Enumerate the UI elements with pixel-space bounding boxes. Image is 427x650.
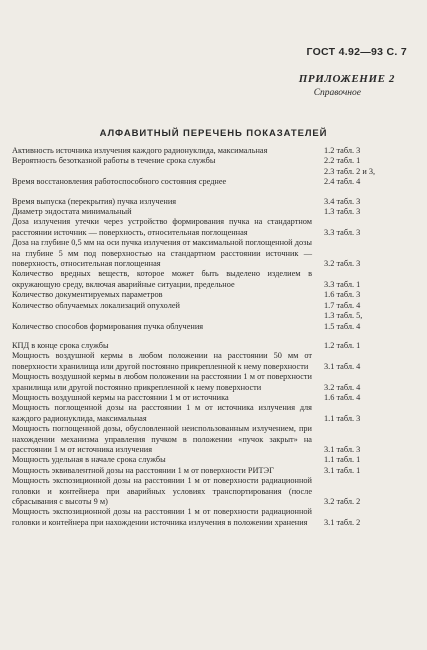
appendix-status: Справочное — [313, 88, 361, 98]
entry-reference: 3.1 табл. 4 — [324, 361, 361, 371]
list-item — [12, 146, 420, 156]
list-item — [12, 476, 420, 507]
entry-reference: 1.1 табл. 3 — [324, 413, 361, 423]
entry-text: Мощность экспозиционной дозы на расстоянии 1 м от поверхности радиационной головки и контейнера при аварийных условиях транспортирования (после сбрасывания с высоты 9 м) — [12, 476, 312, 506]
list-item — [12, 466, 420, 476]
entry-reference: 3.4 табл. 3 — [324, 196, 361, 206]
list-item — [12, 455, 420, 465]
list-item — [12, 403, 420, 424]
entry-text: Мощность воздушной кермы в любом положении на расстоянии 50 мм от поверхности хранилища или другой постоянно прикрепленной к нему поверхности — [12, 351, 312, 371]
entry-text: Количество способов формирования пучка облучения — [12, 321, 204, 331]
list-item — [12, 372, 420, 393]
entry-reference: 3.2 табл. 3 — [324, 259, 361, 269]
entry-reference: 1.2 табл. 3 — [324, 146, 361, 155]
entry-reference: 3.1 табл. 2 — [324, 517, 361, 527]
list-item — [12, 156, 420, 166]
entry-reference: 3.1 табл. 1 — [324, 465, 361, 475]
entry-reference: 1.3 табл. 3 — [324, 207, 361, 217]
entry-text: Количество документируемых параметров — [12, 290, 163, 300]
entry-text: Диаметр эндостата минимальный — [12, 207, 132, 217]
entry-reference: 1.6 табл. 3 — [324, 290, 361, 300]
entry-reference: 3.3 табл. 1 — [324, 279, 361, 289]
entry-text: Количество вредных веществ, которое может быть выделено изделием в окружающую среду, включая аварийные ситуации, предельное — [12, 269, 312, 289]
entry-text: КПД в конце срока службы — [12, 340, 109, 350]
entry-text: Активность источника излучения каждого радионуклида, максимальная — [12, 146, 268, 155]
list-item — [12, 290, 420, 300]
entry-reference: 2.2 табл. 1 — [324, 156, 361, 166]
list-item — [12, 393, 420, 403]
entry-text: Вероятность безотказной работы в течение срока службы — [12, 156, 216, 166]
entry-reference: 1.3 табл. 5, 1.5 табл. 4 — [324, 311, 363, 331]
entry-reference: 3.2 табл. 4 — [324, 382, 361, 392]
entry-text: Количество облучаемых локализаций опухолей — [12, 300, 180, 310]
entry-reference: 1.6 табл. 4 — [324, 392, 361, 402]
document-number: ГОСТ 4.92—93 С. 7 — [306, 46, 407, 58]
entry-text: Время выпуска (перекрытия) пучка излучения — [12, 196, 177, 206]
list-item — [12, 424, 420, 455]
entry-reference: 1.1 табл. 1 — [324, 455, 361, 465]
page-title: АЛФАВИТНЫЙ ПЕРЕЧЕНЬ ПОКАЗАТЕЛЕЙ — [99, 128, 328, 139]
list-item — [12, 351, 420, 372]
index-list — [12, 146, 420, 528]
spacer — [12, 188, 420, 197]
entry-text: Мощность эквивалентной дозы на расстоянии 1 м от поверхности РИТЭГ — [12, 465, 274, 475]
list-item — [12, 217, 420, 238]
spacer — [12, 332, 420, 341]
list-item — [12, 269, 420, 290]
entry-reference: 3.3 табл. 3 — [324, 227, 361, 237]
entry-text: Время восстановления работоспособного состояния среднее — [12, 177, 227, 187]
entry-text: Мощность поглощенной дозы на расстоянии 1 м от источника излучения для каждого радионуклида, максимальная — [12, 403, 312, 423]
list-item — [12, 311, 420, 332]
appendix-label: ПРИЛОЖЕНИЕ 2 — [298, 73, 395, 85]
list-item — [12, 238, 420, 269]
entry-reference: 2.3 табл. 2 и 3, 2.4 табл. 4 — [324, 166, 376, 187]
entry-text: Мощность поглощенной дозы, обусловленной неиспользованным излучением, при нахождении механизма управления пучком в положении «пучок закрыт» на расстоянии 1 м от источника излучения — [12, 424, 312, 454]
entry-text: Мощность экспозиционной дозы на расстоянии 1 м от поверхности радиационной головки и контейнера при нахождении источника излучения в положении хранения — [12, 507, 312, 527]
entry-reference: 3.1 табл. 3 — [324, 444, 361, 454]
entry-text: Доза излучения утечки через устройство формирования пучка на стандартном расстоянии источник — поверхность, относительная поглощенная — [12, 217, 312, 237]
list-item — [12, 341, 420, 351]
list-item — [12, 507, 420, 528]
entry-reference: 1.7 табл. 4 — [324, 300, 361, 310]
entry-text: Мощность воздушной кермы в любом положении на расстоянии 1 м от поверхности хранилища или другой постоянно прикрепленной к нему поверхности — [12, 372, 312, 392]
entry-reference: 3.2 табл. 2 — [324, 497, 361, 506]
list-item — [12, 207, 420, 217]
list-item — [12, 197, 420, 207]
entry-text: Мощность воздушной кермы на расстоянии 1 м от источника — [12, 392, 229, 402]
entry-text: Доза на глубине 0,5 мм на оси пучка излучения от максимальной поглощенной дозы на глубине 5 мм под поверхностью на стандартном расстоянии источник — поверхность, относительная поглощенная — [12, 238, 312, 269]
list-item — [12, 301, 420, 311]
entry-reference: 1.2 табл. 1 — [324, 340, 361, 350]
entry-text: Мощность удельная в начале срока службы — [12, 455, 166, 465]
list-item — [12, 167, 420, 188]
